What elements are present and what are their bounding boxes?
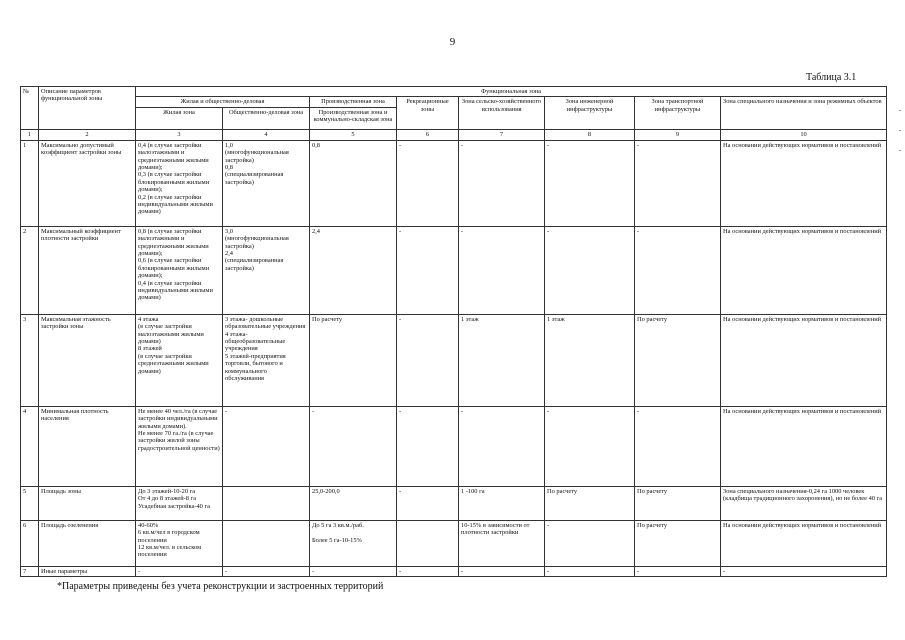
cell-public [223, 520, 310, 566]
cell-residential: - [136, 566, 223, 576]
cell-special: - [721, 566, 887, 576]
row-number: 5 [21, 486, 39, 520]
header-public-business: Общественно-деловая зона [223, 107, 310, 129]
column-number: 9 [635, 129, 721, 140]
column-number-row [21, 129, 887, 140]
cell-recreation: - [397, 486, 459, 520]
row-number: 3 [21, 314, 39, 406]
cell-recreation: - [397, 566, 459, 576]
side-marks [899, 100, 903, 160]
cell-transport: - [635, 406, 721, 486]
row-description: Площадь зоны [39, 486, 136, 520]
row-number: 1 [21, 140, 39, 226]
column-number: 2 [39, 129, 136, 140]
cell-production: 2,4 [310, 226, 397, 314]
header-recreation: Рекреационные зоны [397, 97, 459, 129]
row-description: Максимально допустимый коэффициент застройки зоны [39, 140, 136, 226]
row-number: 4 [21, 406, 39, 486]
cell-agricultural: 1 -100 га [459, 486, 545, 520]
cell-special: На основании действующих нормативов и постановлений [721, 520, 887, 566]
cell-engineering: - [545, 566, 635, 576]
cell-transport: По расчету [635, 486, 721, 520]
table-row [21, 140, 887, 226]
side-mark: - [899, 126, 902, 134]
column-number: 4 [223, 129, 310, 140]
cell-engineering: - [545, 140, 635, 226]
row-number: 6 [21, 520, 39, 566]
cell-special: На основании действующих нормативов и постановлений [721, 406, 887, 486]
cell-production: 0,8 [310, 140, 397, 226]
cell-public: - [223, 566, 310, 576]
cell-agricultural: - [459, 226, 545, 314]
table-row [21, 314, 887, 406]
cell-production: 25,0-200,0 [310, 486, 397, 520]
cell-agricultural: - [459, 566, 545, 576]
column-number: 1 [21, 129, 39, 140]
column-number: 3 [136, 129, 223, 140]
cell-transport: - [635, 140, 721, 226]
cell-engineering: - [545, 226, 635, 314]
header-description: Описание параметров функциональной зоны [39, 87, 136, 130]
cell-transport: - [635, 226, 721, 314]
table-row [21, 520, 887, 566]
cell-transport: - [635, 566, 721, 576]
table-row [21, 566, 887, 576]
row-number: 7 [21, 566, 39, 576]
cell-special: Зона специального назначения-0,24 га 1000 человек (кладбища традиционного захоронения), но не более 40 га [721, 486, 887, 520]
cell-special: На основании действующих нормативов и постановлений [721, 314, 887, 406]
cell-agricultural: 1 этаж [459, 314, 545, 406]
cell-recreation: - [397, 314, 459, 406]
parameters-table [20, 86, 887, 577]
column-number: 5 [310, 129, 397, 140]
cell-residential: Не менее 40 чел./га (в случае застройки индивидуальными жилыми домами). Не менее 70 га./га (в случае застройки жилой зоны градостроительной ценности) [136, 406, 223, 486]
side-mark: - [899, 146, 902, 154]
row-description: Максимальный коэффициент плотности застройки [39, 226, 136, 314]
header-functional-zone: Функциональная зона [136, 87, 887, 97]
header-engineering: Зона инженерной инфраструктуры [545, 97, 635, 129]
cell-public: 3,0 (многофункциональная застройка) 2,4 (специализированная застройка) [223, 226, 310, 314]
cell-special: На основании действующих нормативов и постановлений [721, 140, 887, 226]
header-production: Производственная зона [310, 97, 397, 107]
column-number: 10 [721, 129, 887, 140]
side-mark: - [899, 106, 902, 114]
column-number: 7 [459, 129, 545, 140]
cell-production: - [310, 406, 397, 486]
table-row [21, 226, 887, 314]
cell-residential: 4 этажа (в случае застройки малоэтажными жилыми домами) 8 этажей (в случае застройки среднеэтажными жилыми домами) [136, 314, 223, 406]
header-residential-public: Жилая и общественно-деловая [136, 97, 310, 107]
header-production-sub: Производственная зона и коммунально-складская зона [310, 107, 397, 129]
table-row [21, 406, 887, 486]
cell-agricultural: - [459, 406, 545, 486]
cell-agricultural: 10-15% в зависимости от плотности застройки [459, 520, 545, 566]
header-agricultural: Зона сельско-хозяйственного использования [459, 97, 545, 129]
cell-production: - [310, 566, 397, 576]
cell-agricultural: - [459, 140, 545, 226]
cell-public: 1,0 (многофункциональная застройка) 0,8 (специализированная застройка) [223, 140, 310, 226]
header-residential: Жилая зона [136, 107, 223, 129]
column-number: 8 [545, 129, 635, 140]
cell-engineering: 1 этаж [545, 314, 635, 406]
cell-special: На основании действующих нормативов и постановлений [721, 226, 887, 314]
footnote: *Параметры приведены без учета реконструкции и застроенных территорий [57, 581, 384, 592]
header-transport: Зона транспортной инфраструктуры [635, 97, 721, 129]
page-number: 9 [449, 36, 456, 48]
cell-production: По расчету [310, 314, 397, 406]
cell-transport: По расчету [635, 520, 721, 566]
cell-engineering: - [545, 406, 635, 486]
cell-residential: До 3 этажей-10-20 га От 4 до 8 этажей-8 га Усадебная застройка-40 га [136, 486, 223, 520]
cell-public: - [223, 406, 310, 486]
row-description: Максимальная этажность застройки зоны [39, 314, 136, 406]
cell-recreation: - [397, 140, 459, 226]
row-description: Площадь озеленения [39, 520, 136, 566]
cell-recreation: - [397, 226, 459, 314]
row-number: 2 [21, 226, 39, 314]
cell-residential: 0,4 (в случае застройки малоэтажными и среднеэтажными жилыми домами); 0,3 (в случае застройки блокированными жилыми домами); 0,2 (в случае застройки индивидуальными жилыми домами) [136, 140, 223, 226]
row-description: Минимальная плотность населения [39, 406, 136, 486]
cell-recreation: - [397, 406, 459, 486]
cell-public: 3 этажа- дошкольные образовательные учреждения 4 этажа-общеобразовательные учреждения 5 этажей-предприятия торговли, бытового и коммунального обслуживания [223, 314, 310, 406]
cell-engineering: - [545, 520, 635, 566]
row-description: Иные параметры [39, 566, 136, 576]
cell-engineering: По расчету [545, 486, 635, 520]
cell-transport: По расчету [635, 314, 721, 406]
header-special: Зона специального назначения и зона режимных объектов [721, 97, 887, 129]
cell-residential: 40-60% 6 кв.м/чел в городском поселении 12 кв.м/чел. в сельском поселении [136, 520, 223, 566]
header-num: № [21, 87, 39, 130]
cell-public [223, 486, 310, 520]
cell-production: До 5 га 3 кв.м./раб. Более 5 га-10-15% [310, 520, 397, 566]
cell-residential: 0,8 (в случае застройки малоэтажными и среднеэтажными жилыми домами); 0,6 (в случае застройки блокированными жилыми домами); 0,4 (в случае застройки индивидуальными жилыми домами) [136, 226, 223, 314]
column-number: 6 [397, 129, 459, 140]
table-row [21, 486, 887, 520]
table-label: Таблица 3.1 [806, 72, 857, 83]
cell-recreation [397, 520, 459, 566]
